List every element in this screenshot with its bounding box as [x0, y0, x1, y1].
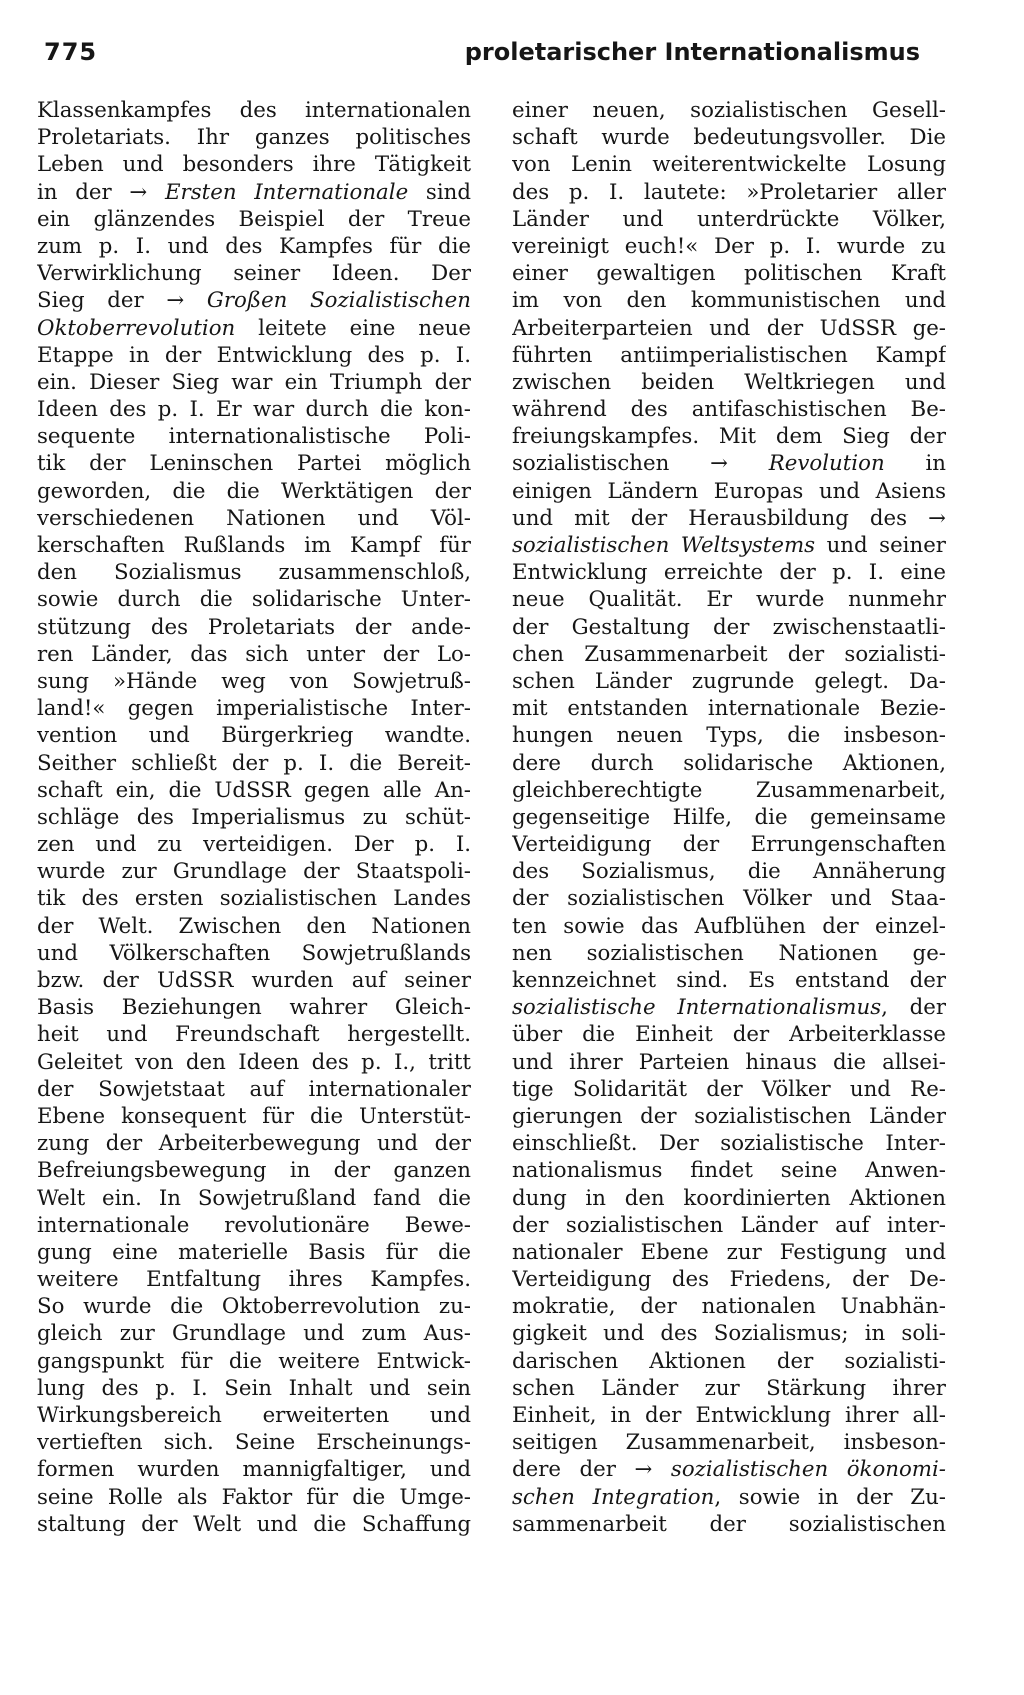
- text-line: [37, 1076, 471, 1103]
- text-line: [37, 1157, 471, 1184]
- line-text: mokratie, der nationalen Unabhän-: [512, 1294, 946, 1320]
- line-text: hungen neuen Typs, die insbeson-: [512, 723, 946, 749]
- text-line: [512, 206, 946, 233]
- line-text: kerschaften Rußlands im Kampf für: [37, 533, 471, 558]
- text-line: [37, 1103, 471, 1130]
- text-line: [512, 750, 946, 777]
- text-line: [37, 1348, 471, 1375]
- line-text: internationale revolutionäre Bewe-: [37, 1212, 471, 1238]
- text-line: [512, 151, 946, 178]
- text-line: [512, 124, 946, 151]
- text-line: [512, 1429, 946, 1456]
- left-column: [37, 97, 471, 1538]
- text-line: [37, 559, 471, 586]
- text-line: [37, 151, 471, 178]
- line-text: Klassenkampfes des internationalen: [37, 98, 471, 123]
- line-text: gleich zur Grundlage und zum Aus-: [37, 1321, 471, 1347]
- text-line: [37, 940, 471, 967]
- line-text: und seiner: [815, 533, 946, 558]
- line-text: Sieg der →: [37, 288, 207, 314]
- text-line: [512, 450, 946, 477]
- text-line: [37, 505, 471, 532]
- line-text: Einheit, in der Entwicklung ihrer all-: [512, 1403, 946, 1428]
- page-number: 775: [44, 38, 98, 66]
- text-line: [37, 586, 471, 613]
- text-line: [37, 450, 471, 477]
- line-text: über die Einheit der Arbeiterklasse: [512, 1022, 946, 1048]
- text-line: [512, 369, 946, 396]
- line-text: , der: [881, 995, 946, 1021]
- text-line: [512, 940, 946, 967]
- line-text: neue Qualität. Er wurde nunmehr: [512, 587, 946, 613]
- text-line: [512, 342, 946, 369]
- text-line: [37, 641, 471, 668]
- line-text: seine Rolle als Faktor für die Umge-: [37, 1484, 471, 1510]
- text-line: [512, 695, 946, 722]
- line-text: Ideen des p. I. Er war durch die kon-: [37, 397, 471, 423]
- text-line: [512, 1049, 946, 1076]
- line-text: ein. Dieser Sieg war ein Triumph der: [37, 369, 471, 395]
- text-line: [37, 777, 471, 804]
- line-text: land!« gegen imperialistische Inter-: [37, 696, 471, 722]
- running-head: proletarischer Internationalismus: [464, 38, 920, 66]
- line-text: schaft wurde bedeutungsvoller. Die: [512, 125, 946, 151]
- text-line: [37, 423, 471, 450]
- line-text: gegenseitige Hilfe, die gemeinsame: [512, 804, 946, 830]
- text-line: [512, 287, 946, 314]
- line-text: nen sozialistischen Nationen ge-: [512, 940, 946, 966]
- line-text: sozialistischen →: [512, 451, 769, 477]
- line-text: sung »Hände weg von Sowjetruß-: [37, 668, 471, 694]
- line-text: gangspunkt für die weitere Entwick-: [37, 1348, 471, 1374]
- line-text: So wurde die Oktoberrevolution zu-: [37, 1294, 471, 1320]
- line-text: zum p. I. und des Kampfes für die: [37, 233, 471, 259]
- line-text: führten antiimperialistischen Kampf: [512, 342, 946, 368]
- text-line: [512, 97, 946, 124]
- line-text: chen Zusammenarbeit der sozialisti-: [512, 641, 946, 667]
- line-text: ten sowie das Aufblühen der einzel-: [512, 913, 946, 939]
- text-line: [37, 478, 471, 505]
- line-text: ren Länder, das sich unter der Lo-: [37, 641, 471, 667]
- line-text: einer gewaltigen politischen Kraft: [512, 261, 946, 287]
- text-line: [37, 858, 471, 885]
- line-text: nationalismus findet seine Anwen-: [512, 1158, 946, 1184]
- line-text: formen wurden mannigfaltiger, und: [37, 1457, 471, 1483]
- text-line: [37, 1429, 471, 1456]
- line-text: mit entstanden internationale Bezie-: [512, 696, 946, 722]
- text-line: [512, 913, 946, 940]
- line-text: Befreiungsbewegung in der ganzen: [37, 1158, 471, 1184]
- line-text: Welt ein. In Sowjetrußland fand die: [37, 1185, 471, 1211]
- line-text: der Gestaltung der zwischenstaatli-: [512, 614, 946, 640]
- line-text: vertieften sich. Seine Erscheinungs-: [37, 1430, 471, 1456]
- text-line: [512, 1239, 946, 1266]
- text-line: [512, 804, 946, 831]
- line-text: der Sowjetstaat auf internationaler: [37, 1076, 471, 1102]
- text-line: [512, 668, 946, 695]
- text-line: [37, 342, 471, 369]
- line-text: tik der Leninschen Partei möglich: [37, 451, 471, 477]
- text-line: [37, 287, 471, 314]
- text-line: [37, 750, 471, 777]
- line-text: darischen Aktionen der sozialisti-: [512, 1348, 946, 1374]
- text-line: [512, 478, 946, 505]
- line-text: einschließt. Der sozialistische Inter-: [512, 1131, 946, 1157]
- line-text: einer neuen, sozialistischen Gesell-: [512, 98, 946, 123]
- text-line: [512, 396, 946, 423]
- line-text: vention und Bürgerkrieg wandte.: [37, 723, 471, 749]
- text-line: [37, 1484, 471, 1511]
- line-text: schläge des Imperialismus zu schüt-: [37, 804, 471, 830]
- text-line: [512, 1293, 946, 1320]
- text-line: [512, 994, 946, 1021]
- text-line: [512, 179, 946, 206]
- text-line: [512, 1511, 946, 1538]
- text-line: [37, 994, 471, 1021]
- text-line: [37, 1130, 471, 1157]
- line-text: gigkeit und des Sozialismus; in soli-: [512, 1321, 946, 1347]
- line-text: Arbeiterparteien und der UdSSR ge-: [512, 315, 946, 341]
- text-line: [37, 1375, 471, 1402]
- text-line: [37, 532, 471, 559]
- text-line: [512, 1402, 946, 1429]
- text-line: [37, 722, 471, 749]
- line-text: und mit der Herausbildung des →: [512, 505, 946, 531]
- line-text: der sozialistischen Völker und Staa-: [512, 886, 946, 912]
- line-text: Basis Beziehungen wahrer Gleich-: [37, 995, 471, 1021]
- line-text: des Sozialismus, die Annäherung: [512, 859, 946, 885]
- text-line: [37, 1239, 471, 1266]
- text-line: [37, 1293, 471, 1320]
- line-text: Verteidigung des Friedens, der De-: [512, 1267, 946, 1293]
- text-line: [512, 423, 946, 450]
- line-text: des p. I. lautete: »Proletarier aller: [512, 179, 946, 205]
- line-text: gleichberechtigte Zusammenarbeit,: [512, 777, 946, 803]
- line-text: Ebene konsequent für die Unterstüt-: [37, 1103, 471, 1129]
- text-line: [37, 315, 471, 342]
- line-text: den Sozialismus zusammenschloß,: [37, 560, 471, 586]
- line-text: vereinigt euch!« Der p. I. wurde zu: [512, 233, 946, 259]
- line-text: Verteidigung der Errungenschaften: [512, 832, 946, 858]
- line-text: kennzeichnet sind. Es entstand der: [512, 968, 946, 993]
- line-text: Leben und besonders ihre Tätigkeit: [37, 152, 471, 178]
- text-line: [512, 1076, 946, 1103]
- line-text: sind: [408, 179, 471, 205]
- text-line: [37, 124, 471, 151]
- text-line: [512, 532, 946, 559]
- line-text: der sozialistischen Länder auf inter-: [512, 1212, 946, 1238]
- line-text: und Völkerschaften Sowjetrußlands: [37, 940, 471, 966]
- line-text: gierungen der sozialistischen Länder: [512, 1103, 946, 1129]
- text-line: [37, 97, 471, 124]
- line-text: bzw. der UdSSR wurden auf seiner: [37, 968, 471, 993]
- line-text: tige Solidarität der Völker und Re-: [512, 1076, 946, 1102]
- text-line: [512, 315, 946, 342]
- italic-term: schen Integration: [512, 1484, 715, 1510]
- italic-term: sozialistischen Weltsystems: [512, 533, 816, 558]
- line-text: freiungskampfes. Mit dem Sieg der: [512, 424, 946, 450]
- text-line: [512, 1103, 946, 1130]
- line-text: in: [884, 451, 946, 477]
- text-line: [512, 858, 946, 885]
- line-text: der Welt. Zwischen den Nationen: [37, 913, 471, 939]
- text-line: [37, 1456, 471, 1483]
- text-line: [512, 1456, 946, 1483]
- line-text: dung in den koordinierten Aktionen: [512, 1185, 946, 1211]
- line-text: geworden, die die Werktätigen der: [37, 478, 471, 504]
- line-text: zung der Arbeiterbewegung und der: [37, 1131, 471, 1157]
- text-line: [512, 505, 946, 532]
- italic-term: Großen Sozialistischen: [206, 288, 471, 314]
- line-text: sequente internationalistische Poli-: [37, 424, 471, 450]
- text-line: [37, 885, 471, 912]
- line-text: und ihrer Parteien hinaus die allsei-: [512, 1049, 946, 1075]
- line-text: im von den kommunistischen und: [512, 288, 946, 314]
- line-text: schen Länder zugrunde gelegt. Da-: [512, 668, 946, 694]
- text-line: [512, 1185, 946, 1212]
- line-text: einigen Ländern Europas und Asiens: [512, 478, 946, 504]
- text-line: [512, 1320, 946, 1347]
- line-text: zwischen beiden Weltkriegen und: [512, 369, 946, 395]
- text-line: [512, 233, 946, 260]
- text-line: [37, 1185, 471, 1212]
- line-text: leitete eine neue: [235, 315, 471, 341]
- line-text: , sowie in der Zu-: [714, 1484, 946, 1510]
- text-line: [37, 668, 471, 695]
- line-text: von Lenin weiterentwickelte Losung: [512, 152, 946, 178]
- text-line: [512, 614, 946, 641]
- line-text: stützung des Proletariats der ande-: [37, 614, 471, 640]
- text-line: [512, 586, 946, 613]
- line-text: Seither schließt der p. I. die Bereit-: [37, 750, 471, 776]
- line-text: schen Länder zur Stärkung ihrer: [512, 1375, 946, 1401]
- line-text: zen und zu verteidigen. Der p. I.: [37, 832, 471, 858]
- text-line: [37, 1320, 471, 1347]
- line-text: Wirkungsbereich erweiterten und: [37, 1403, 471, 1428]
- text-line: [37, 804, 471, 831]
- line-text: heit und Freundschaft hergestellt.: [37, 1022, 471, 1048]
- line-text: ein glänzendes Beispiel der Treue: [37, 206, 471, 232]
- text-line: [512, 1375, 946, 1402]
- text-line: [512, 831, 946, 858]
- text-line: [512, 967, 946, 994]
- right-column: [512, 97, 946, 1538]
- italic-term: sozialistische Internationalismus: [512, 995, 882, 1021]
- line-text: Verwirklichung seiner Ideen. Der: [37, 261, 471, 287]
- line-text: in der →: [37, 179, 165, 205]
- text-line: [37, 1212, 471, 1239]
- text-line: [512, 260, 946, 287]
- italic-term: Oktoberrevolution: [37, 315, 236, 341]
- text-line: [512, 1157, 946, 1184]
- text-line: [512, 885, 946, 912]
- line-text: sammenarbeit der sozialistischen: [512, 1511, 946, 1537]
- line-text: während des antifaschistischen Be-: [512, 397, 946, 423]
- text-line: [512, 559, 946, 586]
- text-line: [37, 369, 471, 396]
- line-text: gung eine materielle Basis für die: [37, 1239, 471, 1265]
- italic-term: sozialistischen ökonomi-: [670, 1457, 946, 1483]
- text-line: [512, 722, 946, 749]
- italic-term: Ersten Internationale: [165, 179, 409, 205]
- text-line: [37, 233, 471, 260]
- text-line: [37, 206, 471, 233]
- line-text: wurde zur Grundlage der Staatspoli-: [37, 859, 471, 885]
- line-text: Etappe in der Entwicklung des p. I.: [37, 342, 471, 368]
- line-text: staltung der Welt und die Schaffung: [37, 1511, 471, 1537]
- line-text: dere durch solidarische Aktionen,: [512, 750, 946, 776]
- line-text: Proletariats. Ihr ganzes politisches: [37, 125, 471, 151]
- text-line: [37, 695, 471, 722]
- line-text: tik des ersten sozialistischen Landes: [37, 886, 471, 912]
- page-header: [44, 38, 920, 72]
- text-line: [37, 831, 471, 858]
- text-line: [37, 614, 471, 641]
- line-text: Länder und unterdrückte Völker,: [512, 206, 946, 232]
- line-text: Geleitet von den Ideen des p. I., tritt: [37, 1049, 471, 1075]
- line-text: Entwicklung erreichte der p. I. eine: [512, 560, 946, 586]
- text-line: [37, 1266, 471, 1293]
- text-line: [37, 1049, 471, 1076]
- text-line: [37, 396, 471, 423]
- line-text: sowie durch die solidarische Unter-: [37, 587, 471, 613]
- text-line: [512, 1484, 946, 1511]
- text-line: [37, 1402, 471, 1429]
- italic-term: Revolution: [768, 451, 885, 477]
- text-line: [37, 1021, 471, 1048]
- text-line: [512, 1130, 946, 1157]
- text-line: [512, 1266, 946, 1293]
- line-text: schaft ein, die UdSSR gegen alle An-: [37, 777, 471, 803]
- text-line: [512, 777, 946, 804]
- text-line: [512, 1348, 946, 1375]
- text-line: [512, 1021, 946, 1048]
- line-text: nationaler Ebene zur Festigung und: [512, 1239, 946, 1265]
- line-text: dere der →: [512, 1457, 671, 1483]
- text-line: [37, 967, 471, 994]
- line-text: seitigen Zusammenarbeit, insbeson-: [512, 1430, 946, 1456]
- line-text: lung des p. I. Sein Inhalt und sein: [37, 1375, 471, 1401]
- text-line: [512, 1212, 946, 1239]
- text-line: [37, 260, 471, 287]
- line-text: weitere Entfaltung ihres Kampfes.: [37, 1267, 471, 1293]
- text-line: [37, 1511, 471, 1538]
- text-line: [37, 179, 471, 206]
- text-line: [37, 913, 471, 940]
- text-line: [512, 641, 946, 668]
- line-text: verschiedenen Nationen und Völ-: [37, 505, 471, 531]
